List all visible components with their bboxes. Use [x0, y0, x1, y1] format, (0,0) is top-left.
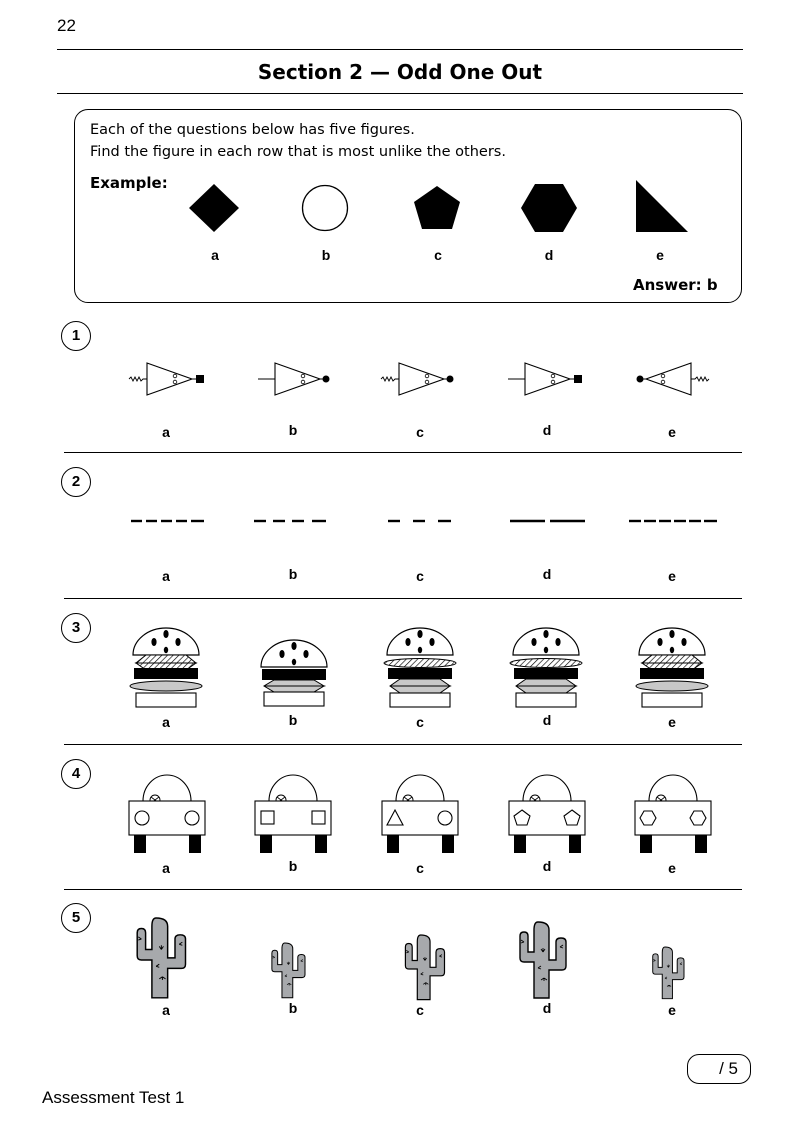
example-letter-d: d	[544, 247, 554, 263]
example-letter-e: e	[656, 247, 664, 263]
q1-letter-e: e	[668, 424, 676, 440]
q2-letter-b: b	[288, 566, 298, 582]
q4-letter-e: e	[668, 860, 676, 876]
q4-letter-c: c	[416, 860, 424, 876]
example-answer: Answer: b	[633, 276, 718, 294]
q1-letter-b: b	[288, 422, 298, 438]
instruction-line-2: Find the figure in each row that is most unlike the others.	[90, 144, 506, 160]
q1-letter-a: a	[162, 424, 170, 440]
question-2-number: 2	[61, 467, 91, 497]
q5-letter-d: d	[542, 1000, 552, 1016]
q3-letter-b: b	[288, 712, 298, 728]
example-letter-b: b	[321, 247, 331, 263]
question-3-number: 3	[61, 613, 91, 643]
page-number: 22	[57, 16, 76, 35]
section-title: Section 2 — Odd One Out	[257, 60, 543, 84]
q5-figure-c	[405, 935, 444, 1000]
example-letter-c: c	[434, 247, 442, 263]
footer-label: Assessment Test 1	[42, 1088, 185, 1107]
example-letter-a: a	[211, 247, 219, 263]
q4-letter-b: b	[288, 858, 298, 874]
q5-letter-c: c	[416, 1002, 424, 1018]
q3-letter-e: e	[668, 714, 676, 730]
q2-letter-c: c	[416, 568, 424, 584]
q5-figure-a	[137, 918, 185, 998]
q3-letter-d: d	[542, 712, 552, 728]
example-label: Example:	[90, 174, 168, 192]
question-5-number: 5	[61, 903, 91, 933]
q5-figure-e	[653, 947, 684, 999]
q2-letter-a: a	[162, 568, 170, 584]
q5-letter-b: b	[288, 1000, 298, 1016]
q5-letter-a: a	[162, 1002, 170, 1018]
q2-letter-d: d	[542, 566, 552, 582]
question-1-number: 1	[61, 321, 91, 351]
q1-letter-c: c	[416, 424, 424, 440]
instruction-line-1: Each of the questions below has five figures.	[90, 122, 415, 138]
q4-letter-a: a	[162, 860, 170, 876]
question-4-number: 4	[61, 759, 91, 789]
q4-letter-d: d	[542, 858, 552, 874]
q3-letter-a: a	[162, 714, 170, 730]
q5-letter-e: e	[668, 1002, 676, 1018]
q1-letter-d: d	[542, 422, 552, 438]
score-box: / 5	[687, 1054, 751, 1084]
q5-figure-b	[272, 943, 305, 998]
q5-figure-d	[520, 922, 566, 998]
q3-letter-c: c	[416, 714, 424, 730]
q2-letter-e: e	[668, 568, 676, 584]
